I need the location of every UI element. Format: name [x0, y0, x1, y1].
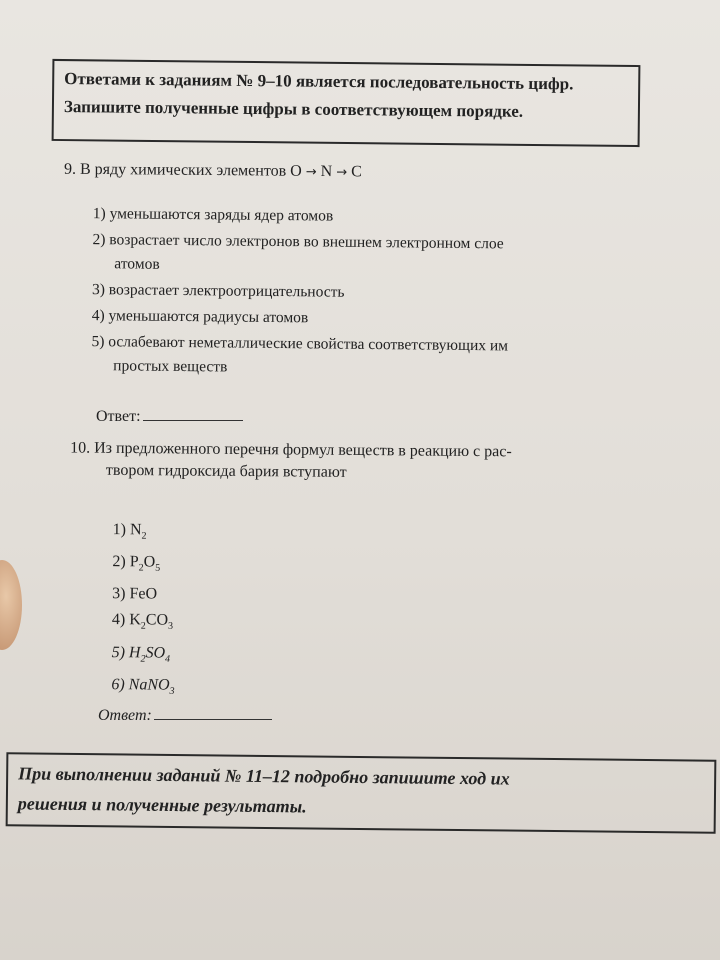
- question-10-text-line-1: Из предложенного перечня формул веществ в реакцию с рас-: [94, 439, 512, 461]
- question-9-answer: [96, 404, 243, 426]
- formula-subscript: 2: [138, 562, 144, 574]
- formula-part: NaNO: [128, 676, 170, 694]
- formula-part: N: [129, 521, 142, 539]
- formula-part: K: [129, 611, 141, 629]
- question-9-text: В ряду химических элементов: [79, 160, 287, 180]
- instruction-box-top: [52, 59, 641, 147]
- option-number: 4): [111, 611, 126, 629]
- element-3: C: [351, 163, 362, 181]
- formula-part: O: [143, 553, 156, 571]
- instruction-line-2: Запишите полученные цифры в соответствующем порядке.: [63, 97, 524, 121]
- option-item: [92, 304, 652, 334]
- formula: [129, 521, 147, 542]
- option-number: 1): [112, 521, 127, 539]
- formula: [129, 553, 161, 574]
- answer-blank[interactable]: [143, 404, 243, 421]
- question-9-number: 9.: [63, 160, 77, 178]
- formula: [128, 643, 171, 665]
- question-10-text-line-2: твором гидроксида бария вступают: [105, 461, 347, 481]
- instruction-box-bottom: [6, 752, 717, 833]
- formula-subscript: 2: [140, 620, 146, 632]
- formula-part: FeO: [129, 585, 158, 603]
- option-text: уменьшаются радиусы атомов: [108, 307, 309, 327]
- formula: [129, 586, 157, 603]
- formula-part: H: [128, 643, 141, 661]
- question-10-answer: [98, 703, 272, 725]
- formula-item: [112, 608, 312, 642]
- formula-subscript: 4: [164, 653, 171, 665]
- option-text: ослабевают неметаллические свойства соответствующих им: [108, 333, 509, 355]
- finger-thumb: [0, 560, 22, 650]
- formula-subscript: 3: [169, 685, 175, 697]
- instruction-line-1: Ответами к заданиям № 9–10 является последовательность цифр.: [64, 69, 574, 94]
- question-9-title: [64, 159, 362, 185]
- option-text-continued: атомов: [114, 255, 160, 273]
- answer-label: Ответ:: [96, 408, 141, 425]
- option-text: возрастает число электронов во внешнем электронном слое: [109, 231, 504, 253]
- option-number: 2): [92, 231, 106, 249]
- element-1: O: [290, 162, 302, 180]
- option-number: 5): [111, 643, 126, 661]
- formula-item: [111, 640, 311, 674]
- instruction-line-1: При выполнении заданий № 11–12 подробно запишите ход их: [18, 763, 510, 789]
- option-item: [93, 202, 653, 232]
- question-9-options: [91, 202, 653, 386]
- formula: [129, 611, 174, 633]
- formula-part: CO: [145, 611, 169, 629]
- option-number: 1): [92, 205, 106, 223]
- formula-item: [111, 672, 311, 706]
- formula-subscript: 5: [155, 562, 161, 574]
- option-number: 2): [112, 553, 126, 571]
- answer-label: Ответ:: [98, 707, 152, 724]
- formula-item: [112, 549, 312, 583]
- formula-subscript: 2: [141, 530, 147, 542]
- option-number: 5): [91, 333, 105, 351]
- option-text: уменьшаются заряды ядер атомов: [109, 205, 334, 225]
- instruction-line-2: решения и полученные результаты.: [17, 793, 307, 817]
- formula-part: P: [129, 553, 139, 571]
- question-10-number: 10.: [70, 439, 91, 457]
- option-number: 6): [111, 675, 125, 693]
- formula: [128, 676, 175, 697]
- element-2: N: [320, 162, 333, 181]
- option-number: 3): [112, 585, 126, 603]
- arrow-icon: →: [305, 164, 317, 180]
- option-item: [92, 228, 652, 282]
- formula-subscript: 3: [167, 621, 174, 633]
- formula-item: [113, 517, 313, 551]
- option-number: 3): [91, 281, 106, 299]
- formula-part: SO: [145, 643, 166, 662]
- option-item: [92, 278, 652, 308]
- question-10-title: [70, 437, 650, 486]
- question-10-options: [111, 517, 313, 706]
- arrow-icon: →: [336, 165, 348, 181]
- option-text: возрастает электроотрицательность: [108, 281, 345, 301]
- option-number: 4): [91, 307, 105, 325]
- option-text-continued: простых веществ: [113, 357, 228, 376]
- option-item: [91, 330, 651, 384]
- answer-blank[interactable]: [154, 703, 272, 720]
- formula-subscript: 2: [140, 653, 146, 665]
- formula-item: [112, 582, 312, 610]
